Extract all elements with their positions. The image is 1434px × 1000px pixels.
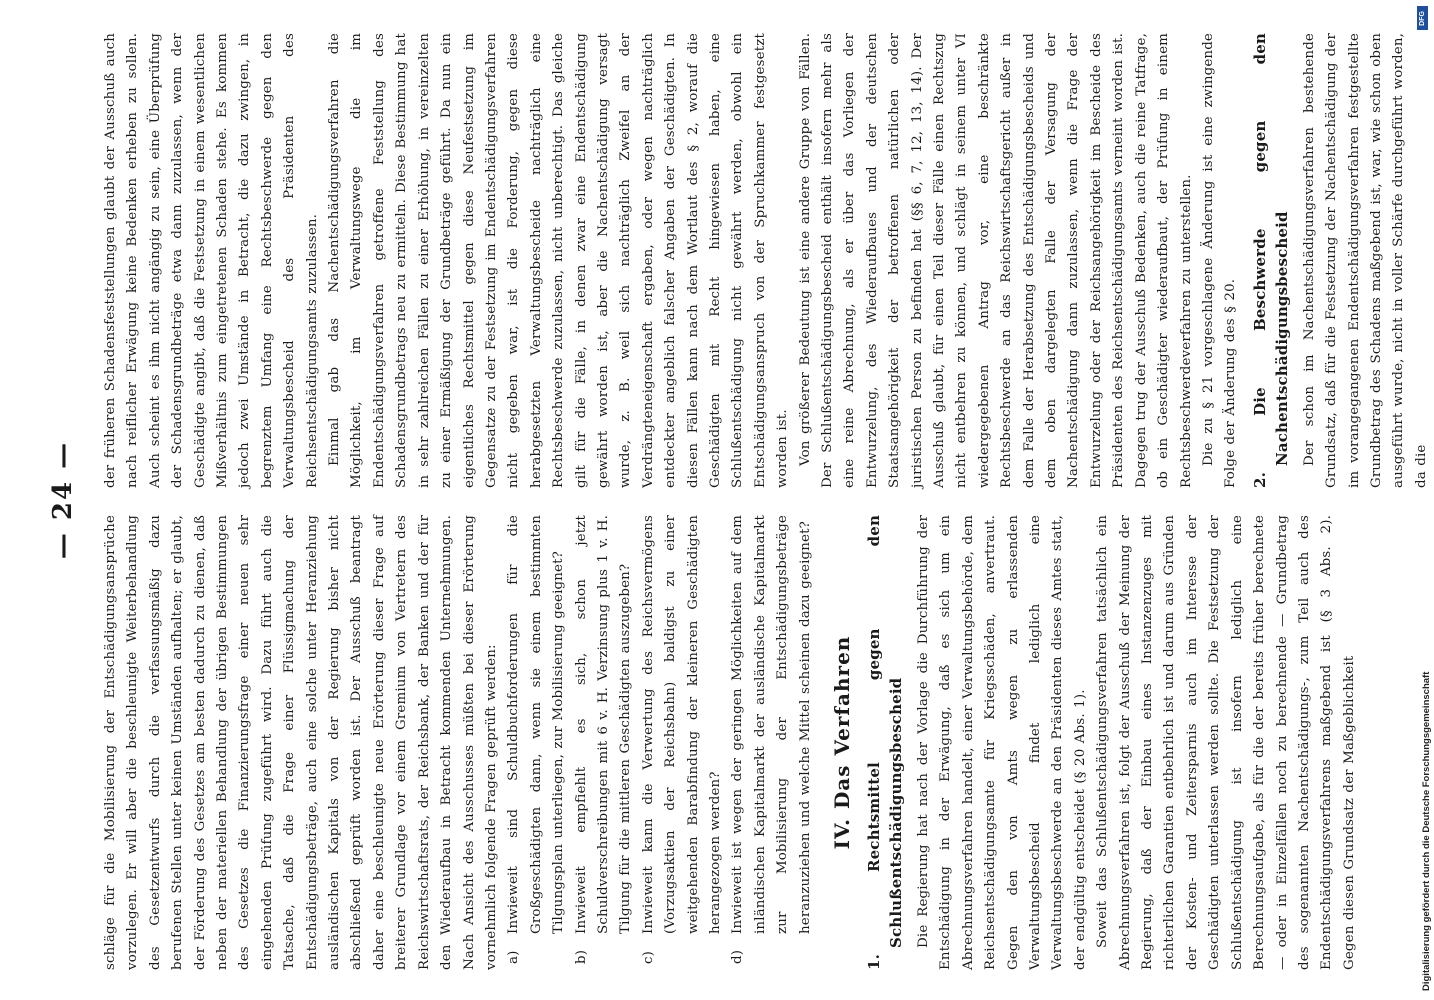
logo-text: DFG [1419,10,1426,26]
list-item [571,515,638,970]
paragraph: Von größerer Bedeutung ist eine andere Gruppe von Fällen. Der Schlußentschädigungsbescheid enthält insofern mehr als eine reine Abrechnung, als er über das Vorliegen der Entwurzelung, des Wiederaufbaues und der deutschen Staatsangehörigkeit der betroffenen natürlichen oder juristischen Person zu befinden hat (§§ 6, 7, 12, 13, 14). Der Ausschuß glaubt, für einen Teil dieser Fälle einen Rechtszug nicht entbehren zu können, und schlägt in seinem unter VI wiedergegebenen Antrag vor, eine beschränkte Rechtsbeschwerde an das Reichswirtschaftsgericht außer in dem Falle der Herabsetzung des Entschädigungsbescheids und dem oben dargelegten Falle der Versagung der Nachentschädigung dann zuzulassen, wenn die Frage der Entwurzelung oder der Reichsangehörigkeit im Bescheide des Präsidenten des Reichsentschädigungsamts verneint worden ist. Dagegen trug der Ausschuß Bedenken, auch die reine Tatfrage, ob ein Geschädigter wiederaufbaut, der Prüfung in einem Rechtsbeschwerdeverfahren zu unterstellen. [797,33,1194,488]
list-label: d) [730,949,746,964]
paragraph: der früheren Schadensfeststellungen glaubt der Ausschuß auch nach reiflicher Erwägung keine Bedenken erheben zu sollen. Auch scheint es ihm nicht angängig zu sein, eine Überprüfung der Schadensgrundbeträge etwa dann zuzulassen, wenn der Geschädigte angibt, daß die Festsetzung in einem wesentlichen Mißverhältnis zum eingetretenen Schaden stehe. Es kommen jedoch zwei Umstände in Betracht, die dazu zwingen, in begrenztem Umfang eine Rechtsbeschwerde gegen den Verwaltungsbescheid des Präsidenten des Reichsentschädigungsamts zuzulassen. [103,33,320,488]
list-label: c) [640,950,656,964]
list-text: Inwieweit kann die Verwertung des Reichsvermögens (Vorzugsaktien der Reichsbahn) baldigst zu einer weitgehenden Barabfindung der kleineren Geschädigten herangezogen werden? [640,515,723,934]
digitization-credit [1413,6,1432,996]
list-item [727,515,817,970]
left-column [100,515,1357,970]
dfg-logo [1417,6,1428,30]
list-label: a) [506,950,522,964]
paragraph: Der schon im Nachentschädigungsverfahren bestehende Grundsatz, daß für die Festsetzung der Nachentschädigung der im vorangegangenen Endentschädigungsverfahren festgestellte Grundbetrag des Schadens maßgebend ist, war, wie schon oben ausgeführt wurde, nicht in voller Schärfe durchgeführt worden, da die [1301,33,1429,488]
list-text: Inwieweit sind Schuldbuchforderungen für die Großgeschädigten dann, wenn sie einem bestimmten Tilgungsplan unterliegen, zur Mobilisierung geeignet? [506,515,567,934]
question-list [503,515,817,970]
list-item [503,515,570,970]
list-label: b) [573,949,589,964]
subsection-heading: 2. Die Beschwerde gegen den Nachentschädigungsbescheid [1250,33,1291,488]
paragraph: Soweit das Schlußentschädigungsverfahren tatsächlich ein Abrechnungsverfahren ist, folgt der Ausschuß der Meinung der Regierung, daß der Einbau eines Instanzenzuges mit richterlichen Garantien entbehrlich ist und darum aus Gründen der Kosten- und Zeitersparnis auch im Interesse der Geschädigten unterlassen werden sollte. Die Festsetzung der Schlußentschädigung ist insofern lediglich eine Berechnungsaufgabe, als für die der bereits früher berechnete — oder in Einzelfällen noch zu berechnende — Grundbetrag des sogenannten Nachentschädigungs-, zum Teil auch des Endentschädigungsverfahrens maßgebend ist (§ 3 Abs. 2). Gegen diesen Grundsatz der Maßgeblichkeit [1095,515,1357,970]
list-text: Inwieweit empfiehlt es sich, schon jetzt Schuldverschreibungen mit 6 v. H. Verzinsung plus 1 v. H. Tilgung für die mittleren Geschädigten auszugeben? [573,515,634,934]
list-text: Inwieweit ist wegen der geringen Möglichkeiten auf dem inländischen Kapitalmarkt der ausländische Kapitalmarkt zur Mobilisierung der Entschädigungsbeträge heranzuziehen und welche Mittel scheinen dazu geeignet? [730,515,813,934]
subsection-heading: 1. Rechtsmittel gegen den Schlußentschädigungsbescheid [865,515,905,970]
credit-text: Digitalisierung gefördert durch die Deutsche Forschungsgemeinschaft [1421,671,1432,991]
paragraph: Die zu § 21 vorgeschlagene Änderung ist eine zwingende Folge der Änderung des § 20. [1200,33,1239,488]
list-item [638,515,728,970]
paragraph: Die Regierung hat nach der Vorlage die Durchführung der Entschädigung in der Erwägung, daß es sich um ein Abrechnungsverfahren handelt, einer Verwaltungsbehörde, dem Reichsentschädigungsamte für Kriegsschäden, anvertraut. Gegen den von Amts wegen zu erlassenden Verwaltungsbescheid findet lediglich eine Verwaltungsbeschwerde an den Präsidenten dieses Amtes statt, der endgültig entscheidet (§ 20 Abs. 1). [916,515,1088,970]
section-heading: IV. Das Verfahren [830,635,854,850]
right-column [100,33,1429,488]
paragraph: Einmal gab das Nachentschädigungsverfahren die Möglichkeit, im Verwaltungswege die im Endentschädigungsverfahren getroffene Feststellung des Schadensgrundbetrags neu zu ermitteln. Diese Bestimmung hat in sehr zahlreichen Fällen zu einer Erhöhung, in vereinzelten zu einer Ermäßigung der Grundbeträge geführt. Da nun ein eigentliches Rechtsmittel gegen diese Neufestsetzung im Gegensatze zu der Festsetzung im Endentschädigungsverfahren nicht gegeben war, ist die Forderung, gegen diese herabgesetzten Verwaltungsbescheide nachträglich eine Rechtsbeschwerde zuzulassen, nicht unberechtigt. Das gleiche gilt für die Fälle, in denen zwar eine Endentschädigung gewährt worden ist, aber die Nachentschädigung versagt wurde, z. B. weil sich nachträglich Zweifel an der Verdrängteneigenschaft ergaben, oder wegen nachträglich entdeckter angeblich falscher Angaben der Geschädigten. In diesen Fällen kann nach dem Wortlaut des § 2, worauf die Geschädigten mit Recht hingewiesen haben, eine Schlußentschädigung nicht gewährt werden, obwohl ein Entschädigungsanspruch von der Spruchkammer festgesetzt worden ist. [327,33,791,488]
paragraph: schläge für die Mobilisierung der Entschädigungsansprüche vorzulegen. Er will aber die beschleunigte Weiterbehandlung des Gesetzentwurfs durch die verfassungsmäßig dazu berufenen Stellen unter keinen Umständen aufhalten; er glaubt, der Förderung des Gesetzes am besten dadurch zu dienen, daß neben der materiellen Behandlung der übrigen Bestimmungen des Gesetzes die Finanzierungsfrage einer neuen sehr eingehenden Prüfung zugeführt wird. Dazu führt auch die Tatsache, daß die Frage einer Flüssigmachung der Entschädigungsbeträge, auch eine solche unter Heranziehung ausländischen Kapitals von der Regierung bisher nicht abschließend geprüft worden ist. Der Ausschuß beantragt daher eine beschleunigte neue Erörterung dieser Frage auf breiterer Grundlage vor einem Gremium von Vertretern des Reichswirtschaftsrats, der Reichsbank, der Banken und der für den Wiederaufbau in Betracht kommenden Unternehmungen. Nach Ansicht des Ausschusses müßten bei dieser Erörterung vornehmlich folgende Fragen geprüft werden: [103,515,499,970]
page-number: — 24 — [48,440,78,560]
